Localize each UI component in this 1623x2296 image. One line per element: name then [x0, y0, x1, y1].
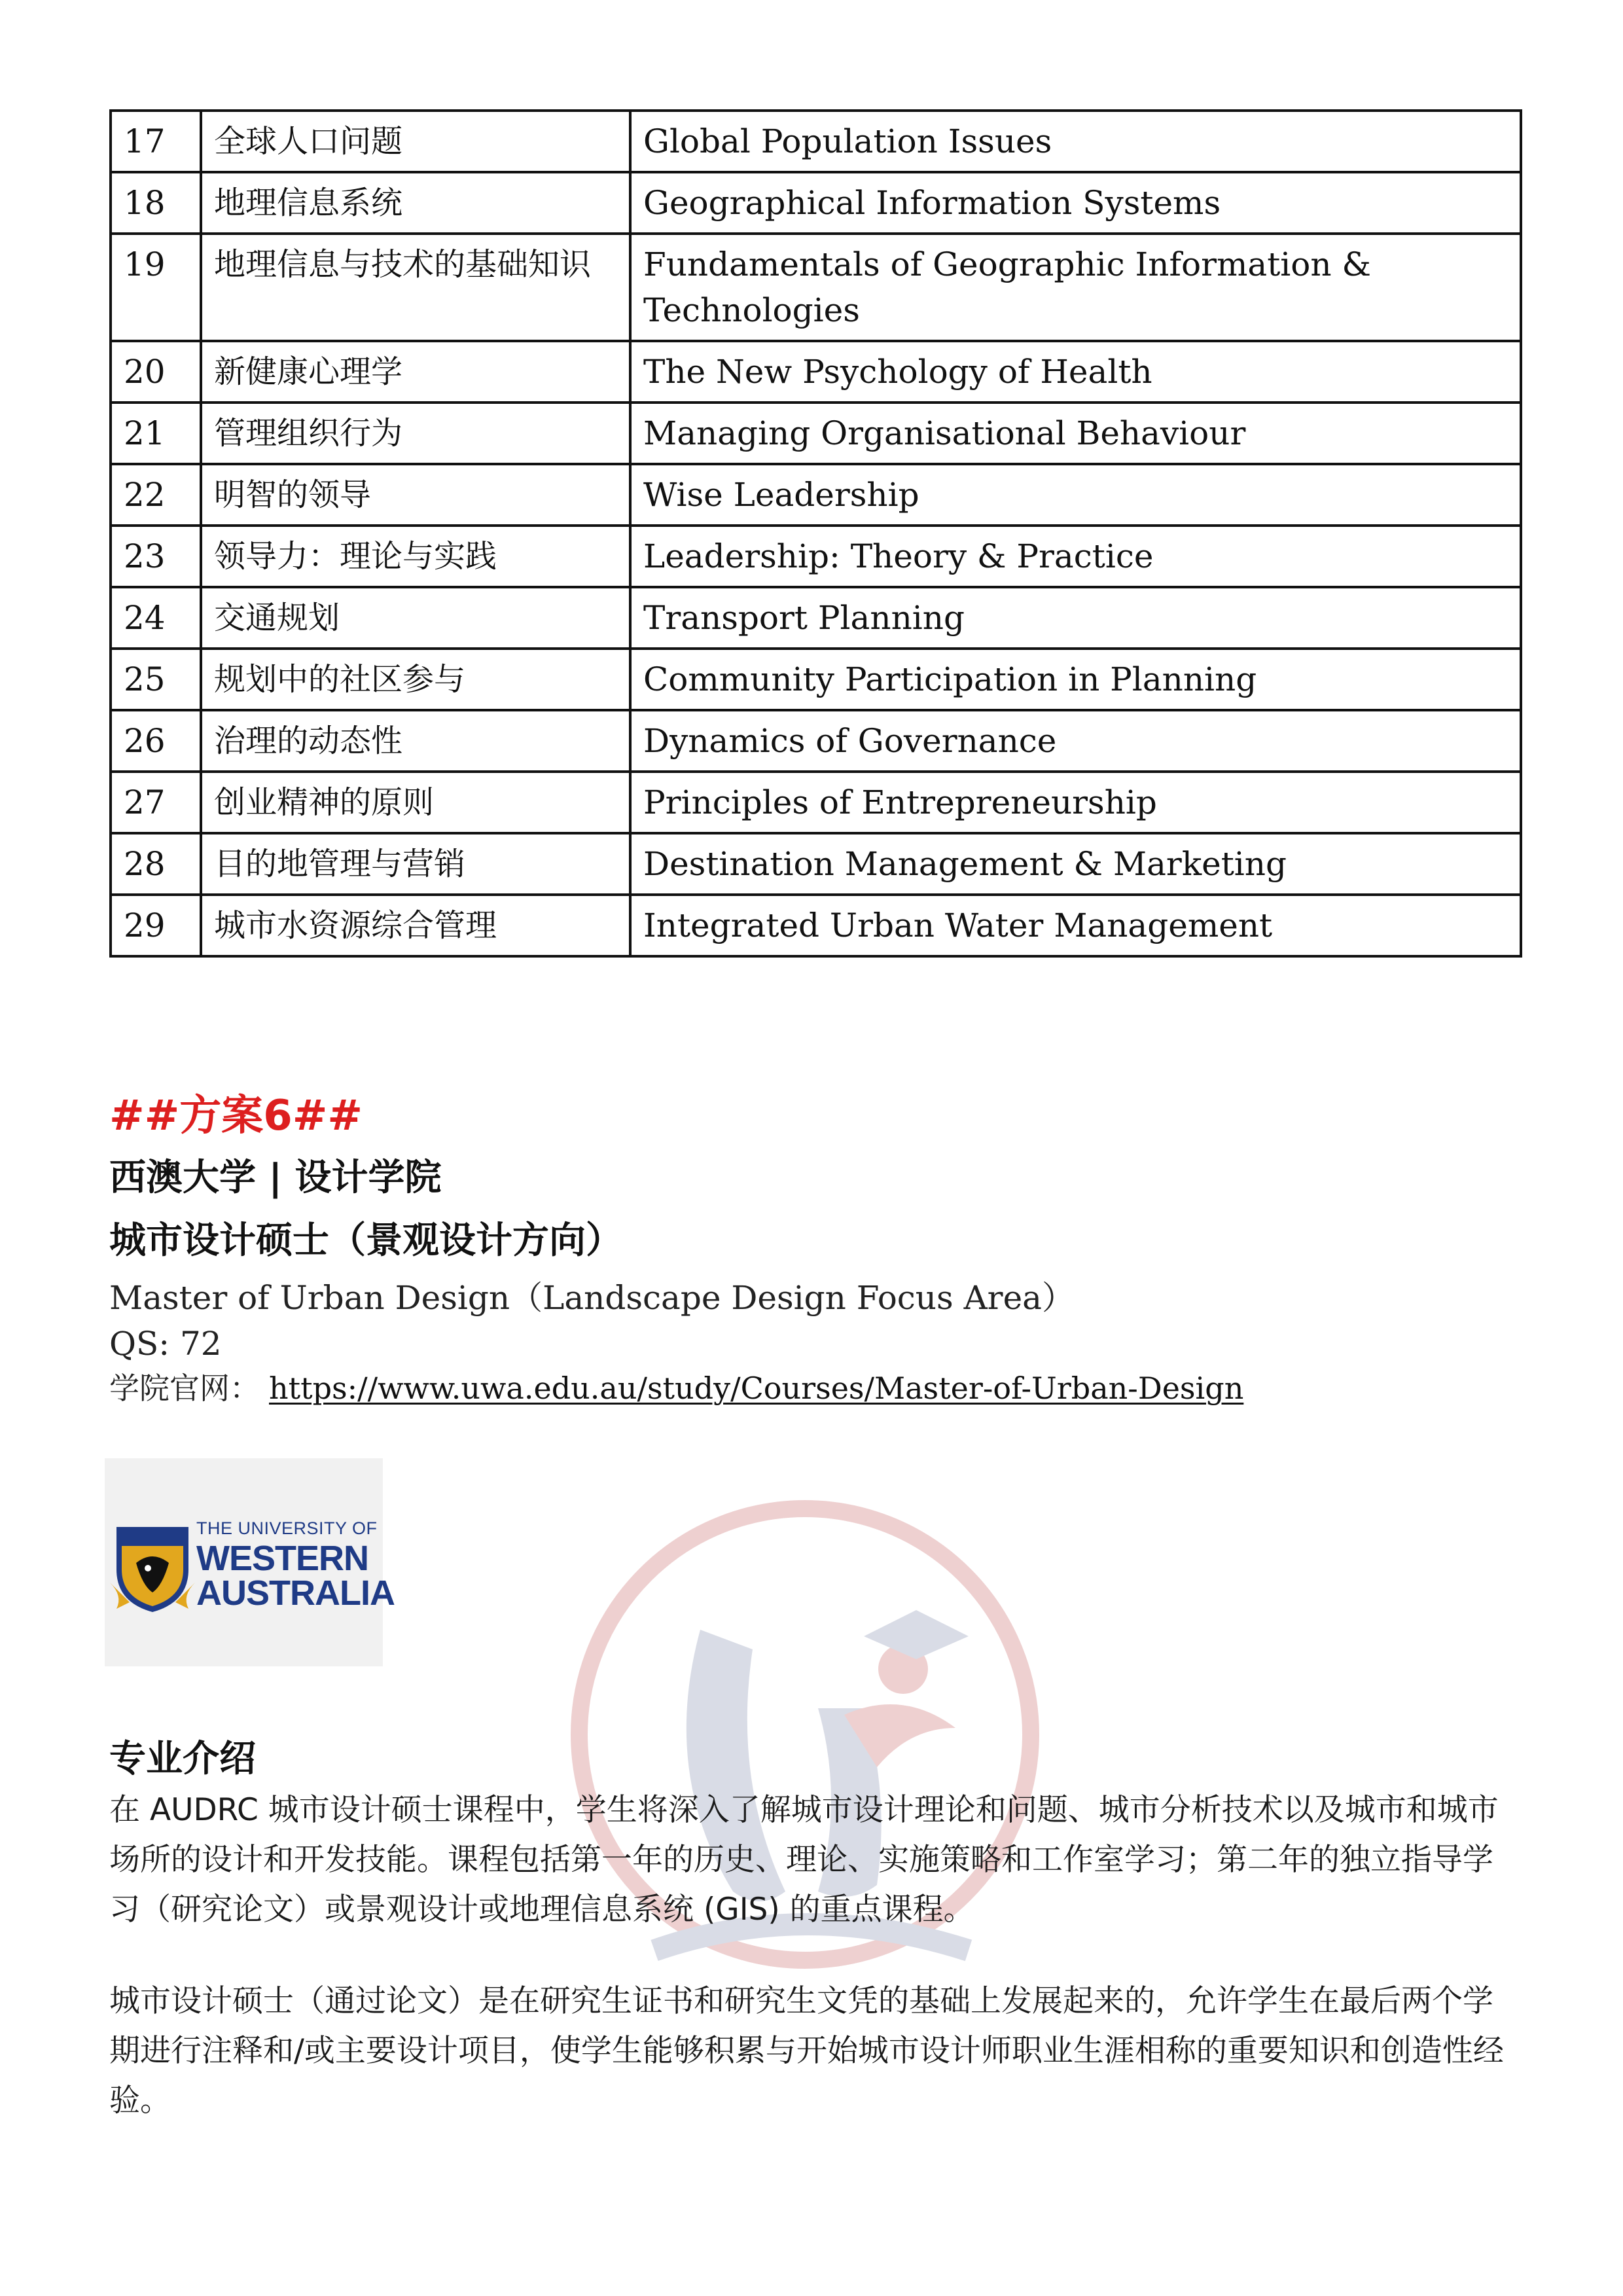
table-row	[111, 772, 1521, 833]
course-name-en: Principles of Entrepreneurship	[630, 772, 1521, 833]
course-name-en: Managing Organisational Behaviour	[630, 403, 1521, 464]
course-name-en: The New Psychology of Health	[630, 341, 1521, 403]
university-logo	[105, 1458, 395, 1666]
university-school-title: 西澳大学 | 设计学院	[109, 1157, 442, 1199]
course-number: 28	[111, 833, 201, 895]
course-number: 20	[111, 341, 201, 403]
course-name-en: Fundamentals of Geographic Information & Technologies	[630, 234, 1521, 341]
course-name-en: Geographical Information Systems	[630, 172, 1521, 234]
course-name-cn: 明智的领导	[201, 464, 630, 526]
course-number: 21	[111, 403, 201, 464]
course-name-en: Global Population Issues	[630, 111, 1521, 172]
course-number: 25	[111, 649, 201, 710]
course-number: 23	[111, 526, 201, 587]
course-name-cn: 地理信息系统	[201, 172, 630, 234]
intro-paragraph-1: 在 AUDRC 城市设计硕士课程中，学生将深入了解城市设计理论和问题、城市分析技术以及城市和城市场所的设计和开发技能。课程包括第一年的历史、理论、实施策略和工作室学习；第二年的独立指导学习（研究论文）或景观设计或地理信息系统 (GIS) 的重点课程。	[109, 1792, 1499, 1928]
course-name-cn: 交通规划	[201, 587, 630, 649]
website-label: 学院官网：	[109, 1371, 260, 1406]
course-name-cn: 治理的动态性	[201, 710, 630, 772]
crest-icon	[110, 1517, 195, 1615]
table-row	[111, 649, 1521, 710]
table-row	[111, 234, 1521, 341]
course-number: 26	[111, 710, 201, 772]
table-row	[111, 526, 1521, 587]
table-row	[111, 341, 1521, 403]
course-number: 18	[111, 172, 201, 234]
intro-title: 专业介绍	[109, 1738, 256, 1780]
course-number: 27	[111, 772, 201, 833]
course-name-cn: 创业精神的原则	[201, 772, 630, 833]
course-name-en: Wise Leadership	[630, 464, 1521, 526]
course-name-cn: 管理组织行为	[201, 403, 630, 464]
course-name-cn: 领导力：理论与实践	[201, 526, 630, 587]
plan-heading: ##方案6##	[109, 1092, 363, 1140]
table-row	[111, 403, 1521, 464]
table-row	[111, 895, 1521, 956]
course-number: 29	[111, 895, 201, 956]
course-name-cn: 地理信息与技术的基础知识	[201, 234, 630, 341]
course-name-cn: 新健康心理学	[201, 341, 630, 403]
program-title-en: Master of Urban Design（Landscape Design Focus Area）	[109, 1279, 1075, 1317]
table-row	[111, 710, 1521, 772]
program-title-cn: 城市设计硕士（景观设计方向）	[109, 1219, 622, 1262]
website-link[interactable]: https://www.uwa.edu.au/study/Courses/Master-of-Urban-Design	[269, 1371, 1244, 1406]
course-name-en: Transport Planning	[630, 587, 1521, 649]
qs-ranking: QS: 72	[109, 1325, 222, 1363]
website-line	[109, 1367, 1243, 1410]
course-name-en: Integrated Urban Water Management	[630, 895, 1521, 956]
table-row	[111, 464, 1521, 526]
course-name-cn: 目的地管理与营销	[201, 833, 630, 895]
course-table	[109, 109, 1522, 958]
logo-text-line3: AUSTRALIA	[196, 1573, 395, 1613]
table-row	[111, 833, 1521, 895]
logo-text-line1: THE UNIVERSITY OF	[196, 1518, 378, 1538]
course-name-cn: 全球人口问题	[201, 111, 630, 172]
table-row	[111, 172, 1521, 234]
course-name-en: Destination Management & Marketing	[630, 833, 1521, 895]
intro-paragraph-2: 城市设计硕士（通过论文）是在研究生证书和研究生文凭的基础上发展起来的，允许学生在最后两个学期进行注释和/或主要设计项目，使学生能够积累与开始城市设计师职业生涯相称的重要知识和创造性经验。	[109, 1983, 1504, 2119]
course-name-cn: 规划中的社区参与	[201, 649, 630, 710]
course-name-en: Community Participation in Planning	[630, 649, 1521, 710]
course-name-en: Leadership: Theory & Practice	[630, 526, 1521, 587]
table-row	[111, 111, 1521, 172]
table-row	[111, 587, 1521, 649]
course-number: 17	[111, 111, 201, 172]
course-name-cn: 城市水资源综合管理	[201, 895, 630, 956]
course-name-en: Dynamics of Governance	[630, 710, 1521, 772]
course-number: 24	[111, 587, 201, 649]
course-number: 22	[111, 464, 201, 526]
logo-text-line2: WESTERN	[196, 1539, 368, 1578]
course-number: 19	[111, 234, 201, 341]
